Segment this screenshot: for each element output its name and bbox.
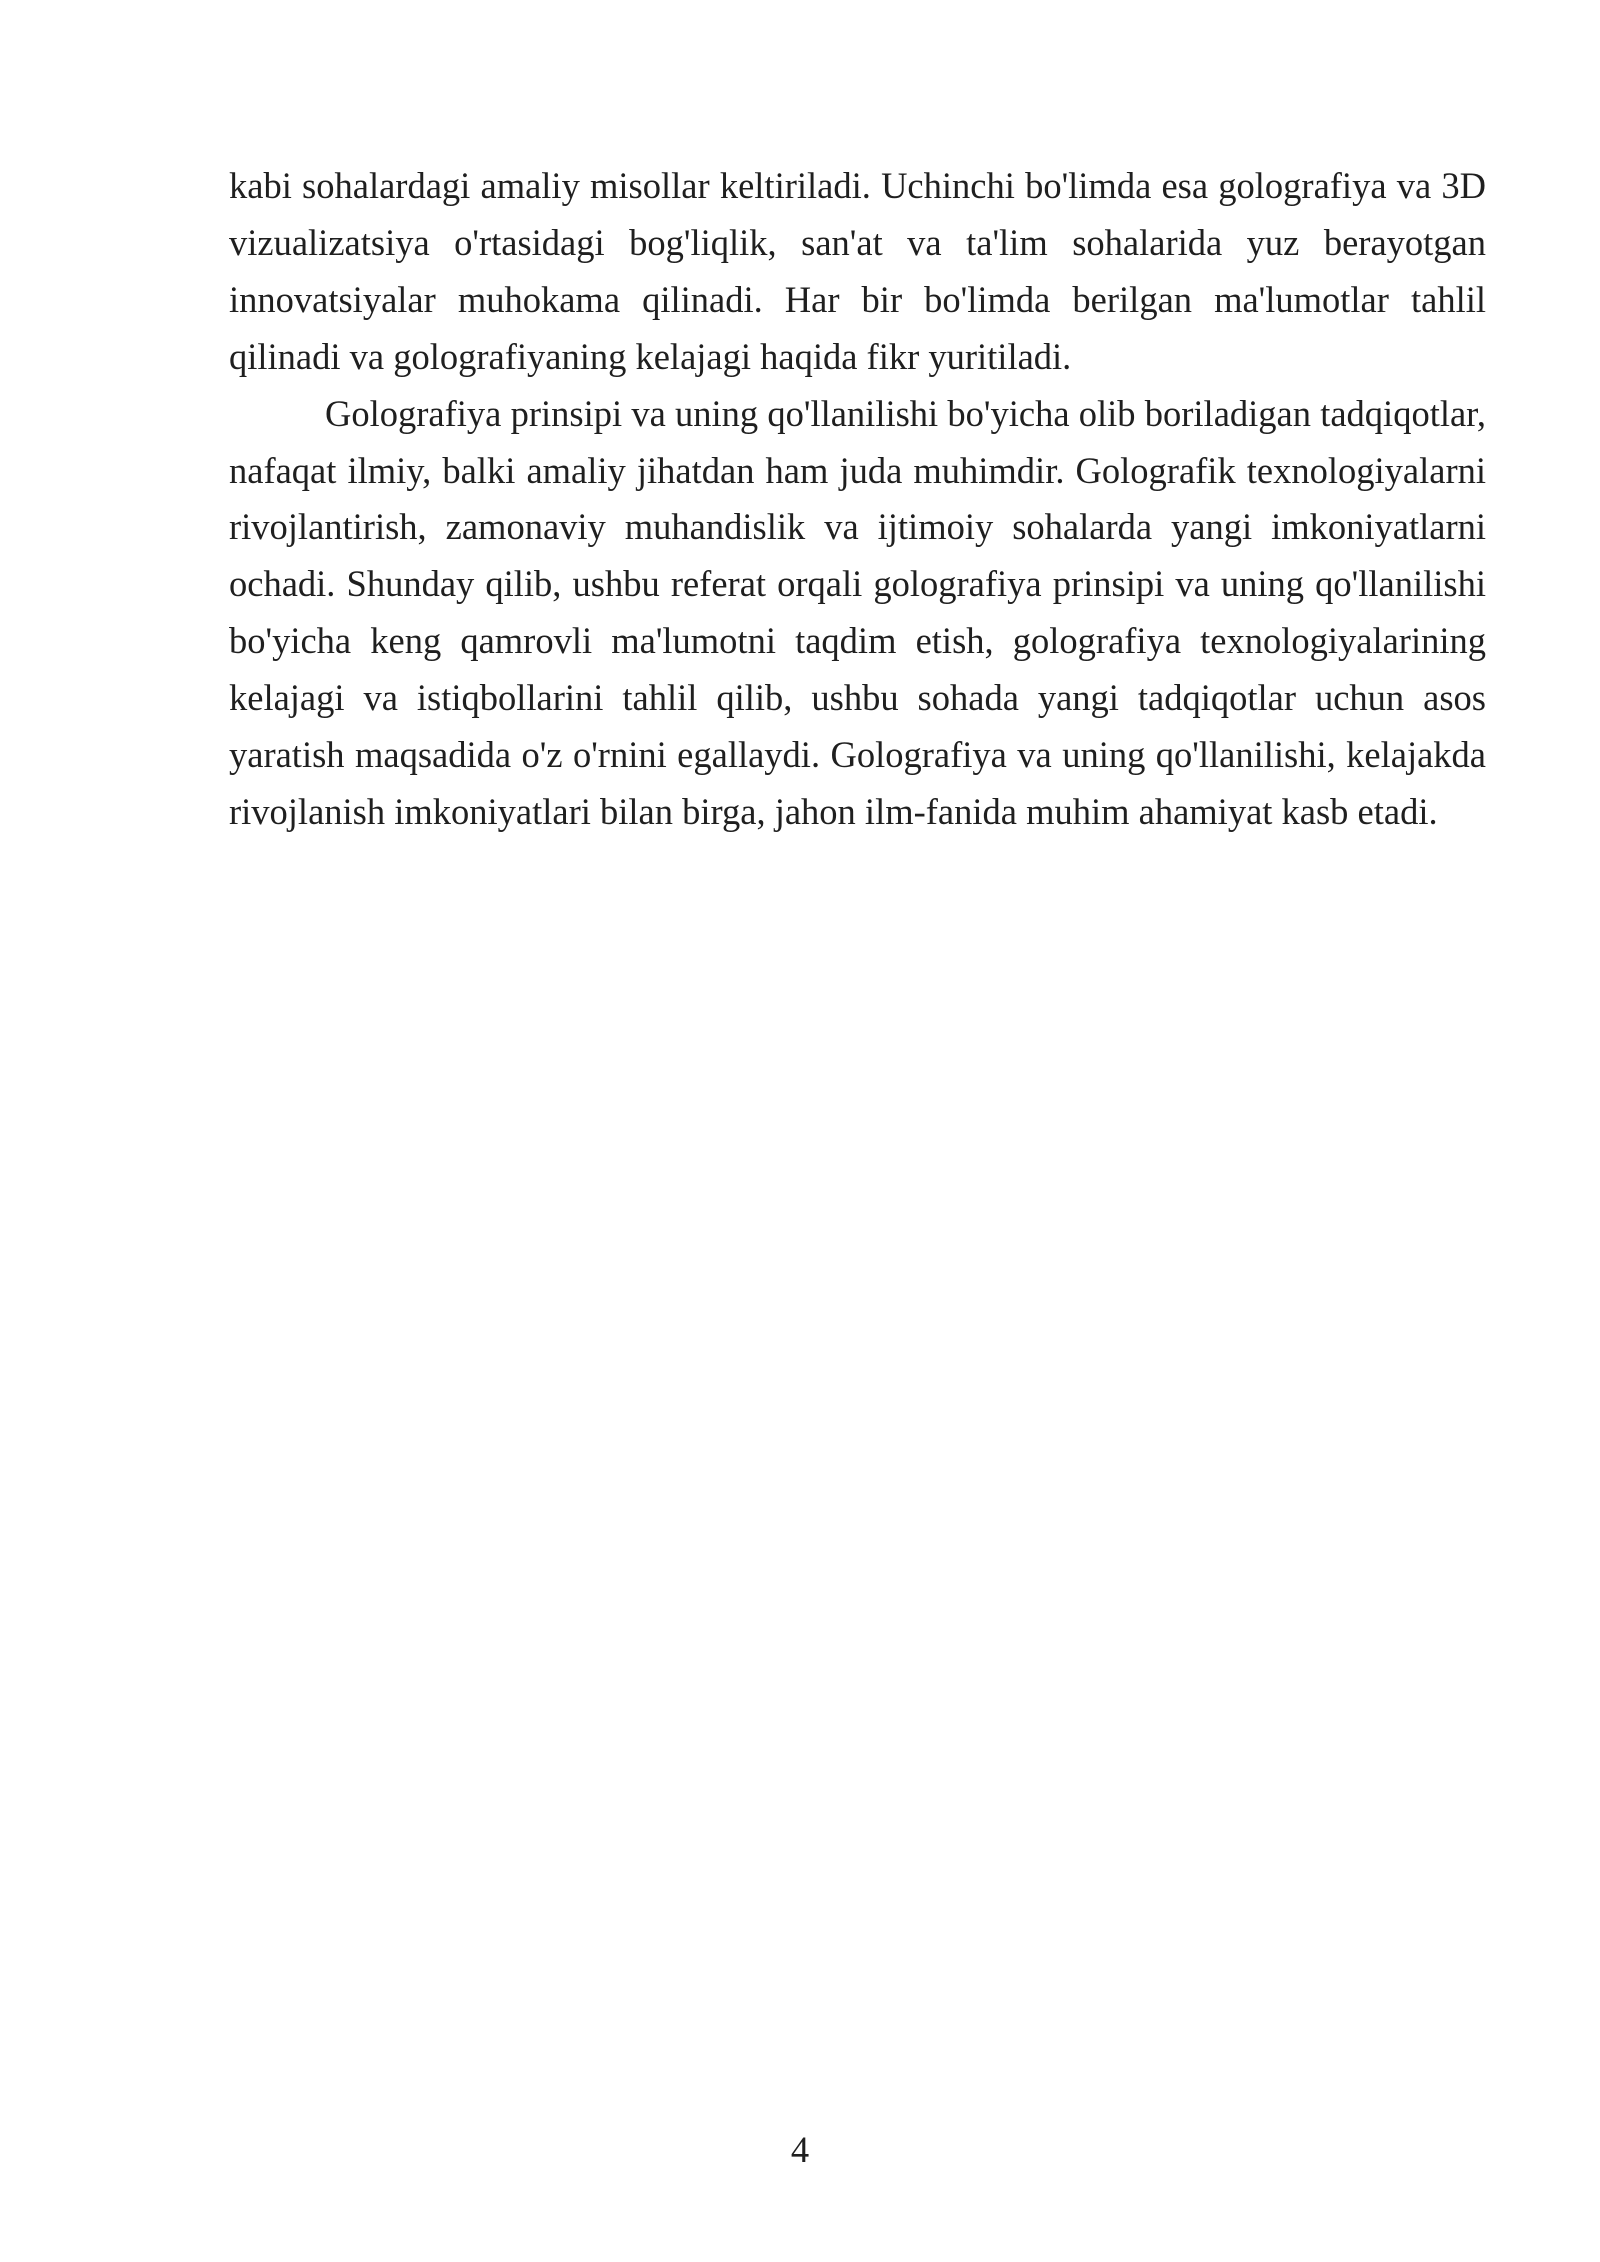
page-number: 4 — [790, 2129, 810, 2170]
page-body — [229, 158, 1486, 841]
paragraph-golografiya-prinsipi: Golografiya prinsipi va uning qo'llanilishi bo'yicha olib boriladigan tadqiqotlar, nafaqat ilmiy, balki amaliy jihatdan ham juda muhimdir. Golografik texnologiyalarni rivojlantirish, zamonaviy muhandislik va ijtimoiy sohalarda yangi imkoniyatlarni ochadi. Shunday qilib, ushbu referat orqali golografiya prinsipi va uning qo'llanilishi bo'yicha keng qamrovli ma'lumotni taqdim etish, golografiya texnologiyalarining kelajagi va istiqbollarini tahlil qilib, ushbu sohada yangi tadqiqotlar uchun asos yaratish maqsadida o'z o'rnini egallaydi. Golografiya va uning qo'llanilishi, kelajakda rivojlanish imkoniyatlari bilan birga, jahon ilm-fanida muhim ahamiyat kasb etadi. — [229, 392, 1486, 832]
paragraph-continuation: kabi sohalardagi amaliy misollar keltiriladi. Uchinchi bo'limda esa golografiya va 3D vizualizatsiya o'rtasidagi bog'liqlik, san'at va ta'lim sohalarida yuz berayotgan innovatsiyalar muhokama qilinadi. Har bir bo'limda berilgan ma'lumotlar tahlil qilinadi va golografiyaning kelajagi haqida fikr yuritiladi. — [229, 165, 1486, 377]
